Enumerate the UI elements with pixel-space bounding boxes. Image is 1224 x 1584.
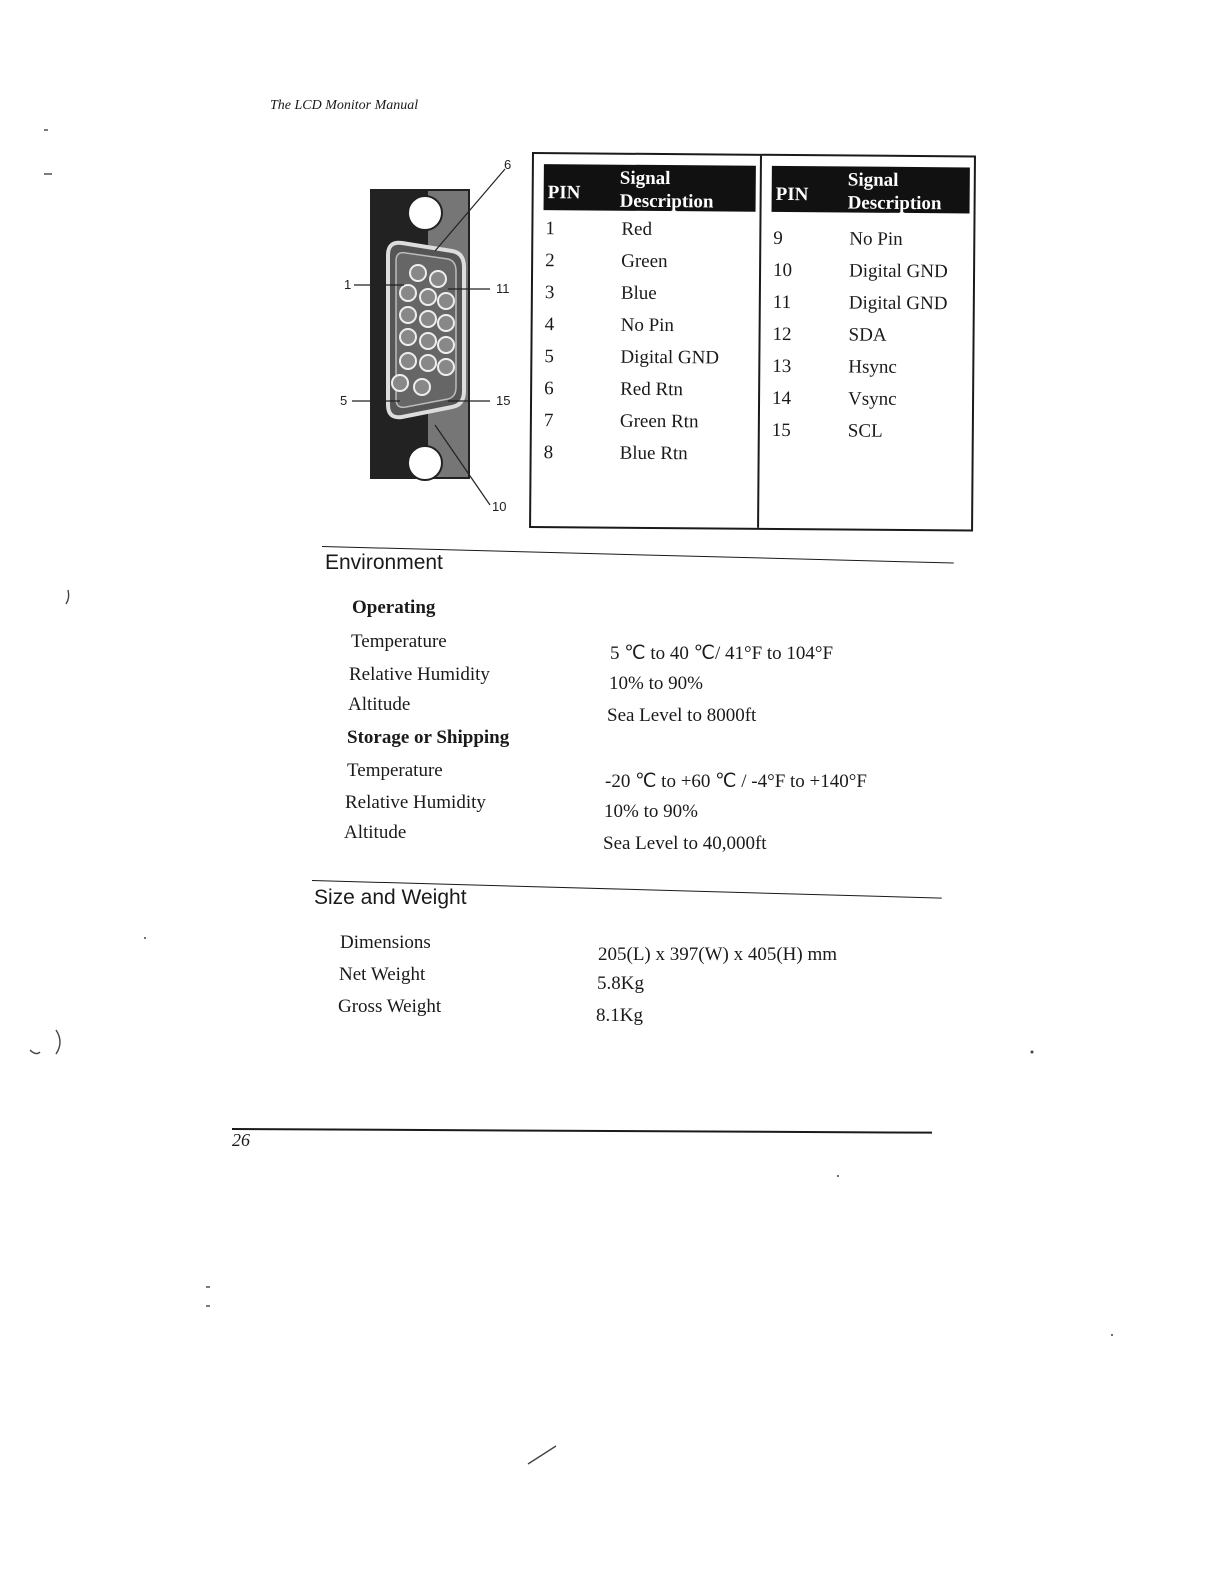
header-signal-description: Signal Description bbox=[619, 167, 714, 213]
header-pin: PIN bbox=[775, 183, 809, 206]
page-number: 26 bbox=[232, 1130, 250, 1150]
header-pin: PIN bbox=[547, 182, 581, 204]
operating-temperature-label: Temperature bbox=[351, 631, 447, 652]
pin-label-10: 10 bbox=[492, 499, 507, 514]
table-row: 6 Red Rtn bbox=[544, 378, 684, 401]
pin-label-11: 11 bbox=[496, 281, 510, 296]
pin-label-6: 6 bbox=[504, 157, 512, 172]
operating-altitude-label: Altitude bbox=[348, 694, 411, 715]
dimensions-value: 205(L) x 397(W) x 405(H) mm bbox=[598, 944, 838, 965]
running-head: The LCD Monitor Manual bbox=[270, 98, 419, 113]
storage-altitude-label: Altitude bbox=[344, 822, 407, 843]
storage-temperature-label: Temperature bbox=[347, 760, 443, 781]
table-row: 3 Blue bbox=[544, 282, 657, 304]
table-row: 7 Green Rtn bbox=[543, 410, 699, 433]
pin-label-15: 15 bbox=[496, 393, 511, 408]
environment-title: Environment bbox=[325, 551, 443, 574]
pin-label-1: 1 bbox=[344, 277, 352, 292]
table-row: 12 SDA bbox=[772, 323, 887, 346]
gross-weight-value: 8.1Kg bbox=[596, 1005, 643, 1026]
table-row: 11 Digital GND bbox=[772, 291, 948, 315]
dimensions-label: Dimensions bbox=[340, 932, 431, 953]
table-row: 14 Vsync bbox=[771, 387, 897, 410]
size-weight-title: Size and Weight bbox=[314, 886, 467, 909]
table-row: 9 No Pin bbox=[773, 227, 903, 250]
storage-altitude-value: Sea Level to 40,000ft bbox=[603, 833, 767, 854]
header-signal-description: Signal Description bbox=[847, 169, 942, 215]
net-weight-value: 5.8Kg bbox=[597, 973, 644, 994]
storage-title: Storage or Shipping bbox=[347, 727, 510, 748]
table-row: 5 Digital GND bbox=[544, 346, 720, 369]
table-row: 13 Hsync bbox=[772, 355, 897, 378]
storage-humidity-label: Relative Humidity bbox=[345, 792, 486, 813]
pin-label-5: 5 bbox=[340, 393, 348, 408]
net-weight-label: Net Weight bbox=[339, 964, 426, 985]
operating-humidity-value: 10% to 90% bbox=[609, 673, 703, 694]
operating-temperature-value: 5 ℃ to 40 ℃/ 41°F to 104°F bbox=[610, 643, 834, 664]
operating-title: Operating bbox=[352, 597, 436, 618]
gross-weight-label: Gross Weight bbox=[338, 996, 442, 1017]
table-row: 15 SCL bbox=[771, 419, 883, 442]
storage-humidity-value: 10% to 90% bbox=[604, 801, 698, 822]
table-row: 1 Red bbox=[545, 218, 653, 240]
table-row: 2 Green bbox=[545, 250, 668, 273]
table-row: 4 No Pin bbox=[544, 314, 675, 337]
operating-humidity-label: Relative Humidity bbox=[349, 664, 490, 685]
operating-altitude-value: Sea Level to 8000ft bbox=[607, 705, 757, 726]
table-row: 8 Blue Rtn bbox=[543, 442, 688, 465]
storage-temperature-value: -20 ℃ to +60 ℃ / -4°F to +140°F bbox=[605, 771, 867, 792]
table-row: 10 Digital GND bbox=[772, 259, 948, 283]
